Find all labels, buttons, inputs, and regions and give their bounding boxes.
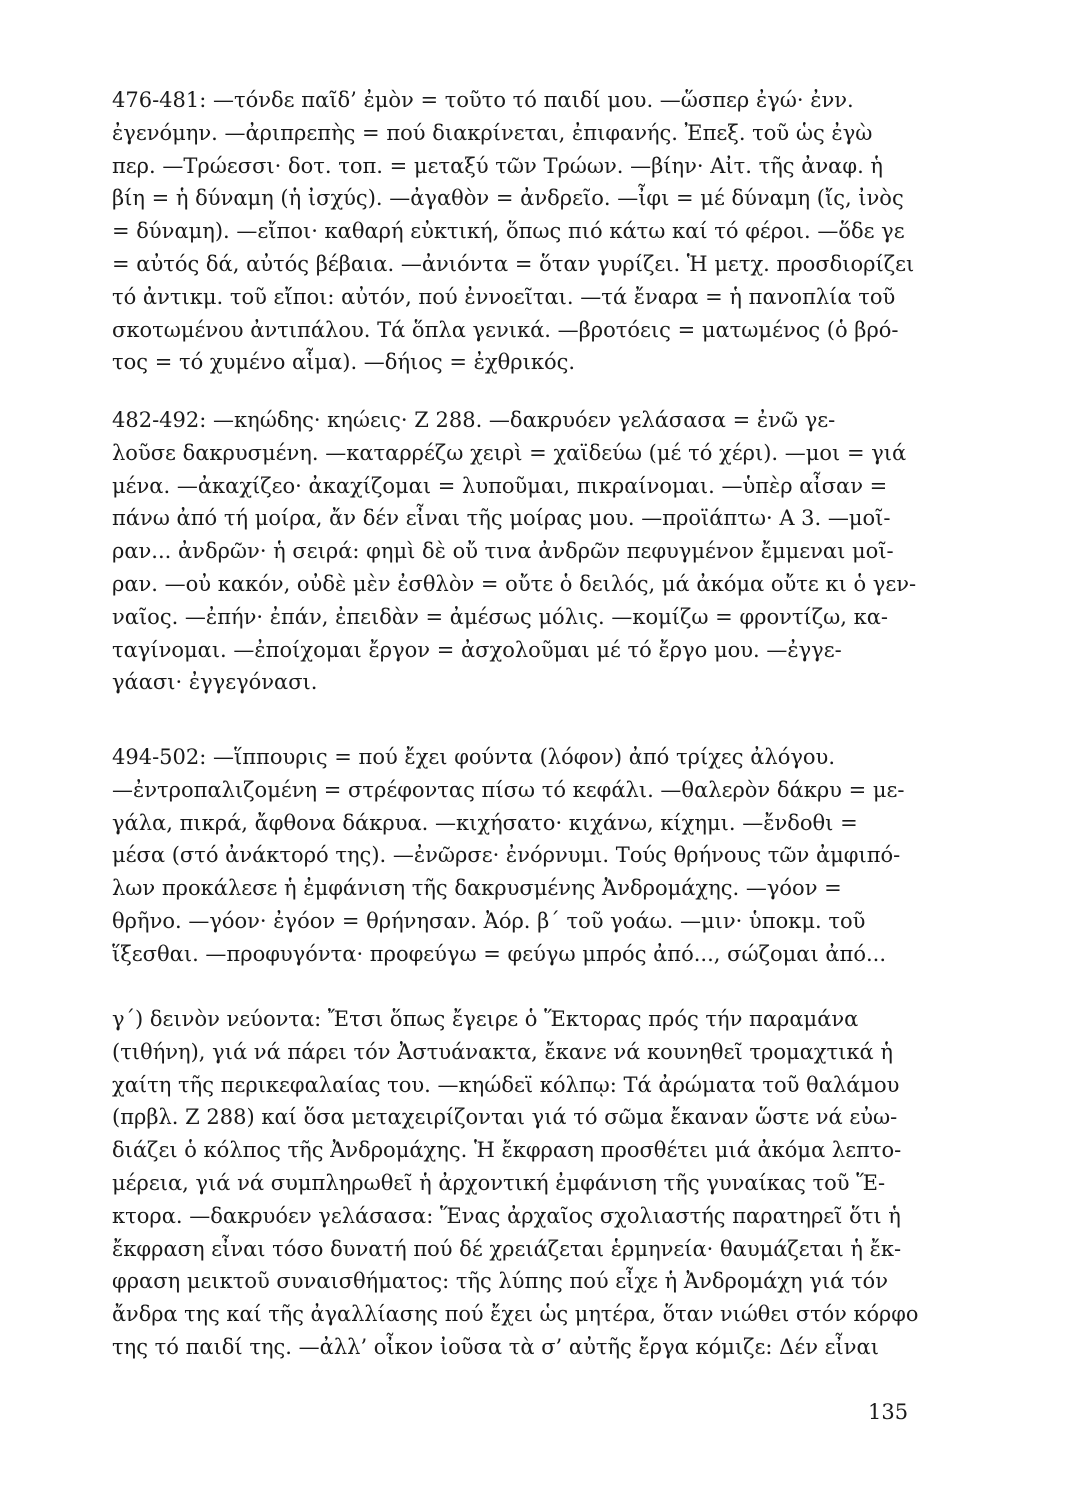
text-line: μέσα (στό ἀνάκτορό της). —ἐνῶρσε· ἐνόρνυμι. Τούς θρήνους τῶν ἀμφιπό- — [112, 843, 901, 868]
text-line: ραν. —οὐ κακόν, οὐδὲ μὲν ἐσθλὸν = οὔτε ὁ δειλός, μά ἀκόμα οὔτε κι ὁ γεν- — [112, 571, 917, 596]
text-line: (πρβλ. Ζ 288) καί ὅσα μεταχειρίζονται γιά τό σῶμα ἔκαναν ὥστε νά εὐω- — [112, 1105, 898, 1130]
text-line: χαίτη τῆς περικεφαλαίας του. —κηώδεϊ κόλπῳ: Τά ἀρώματα τοῦ θαλάμου — [112, 1072, 900, 1097]
text-line: ἵξεσθαι. —προφυγόντα· προφεύγω = φεύγω μπρός ἀπό..., σώζομαι ἀπό... — [112, 941, 887, 966]
text-line: μέρεια, γιά νά συμπληρωθεῖ ἡ ἀρχοντική ἐμφάνιση τῆς γυναίκας τοῦ Ἕ- — [112, 1170, 886, 1195]
text-line: ταγίνομαι. —ἐποίχομαι ἔργον = ἀσχολοῦμαι μέ τό ἔργο μου. —ἐγγε- — [112, 637, 842, 662]
text-line: (τιθήνη), γιά νά πάρει τόν Ἀστυάνακτα, ἔκανε νά κουνηθεῖ τρομαχτικά ἡ — [112, 1039, 893, 1064]
text-line: = δύναμη). —εἴποι· καθαρή εὐκτική, ὅπως πιό κάτω καί τό φέροι. —ὅδε γε — [112, 219, 905, 244]
paragraph-494-502 — [112, 741, 918, 971]
text-line: βίη = ἡ δύναμη (ἡ ἰσχύς). —ἀγαθὸν = ἀνδρεῖο. —ἶφι = μέ δύναμη (ἴς, ἰνὸς — [112, 186, 904, 211]
text-line: ἔκφραση εἶναι τόσο δυνατή πού δέ χρειάζεται ἑρμηνεία· θαυμάζεται ἡ ἔκ- — [112, 1236, 902, 1261]
text-line: ἄνδρα της καί τῆς ἀγαλλίασης πού ἔχει ὡς μητέρα, ὅταν νιώθει στόν κόρφο — [112, 1302, 919, 1327]
paragraph-482-492 — [112, 404, 918, 699]
text-line: —ἐντροπαλιζομένη = στρέφοντας πίσω τό κεφάλι. —θαλερὸν δάκρυ = με- — [112, 777, 905, 802]
paragraph-gamma-commentary — [112, 1003, 918, 1364]
text-line: λων προκάλεσε ἡ ἐμφάνιση τῆς δακρυσμένης Ἀνδρομάχης. —γόον = — [112, 876, 842, 901]
text-line: γάασι· ἐγγεγόνασι. — [112, 670, 318, 695]
text-line: σκοτωμένου ἀντιπάλου. Τά ὅπλα γενικά. —βροτόεις = ματωμένος (ὁ βρό- — [112, 317, 899, 342]
text-line: πάνω ἀπό τή μοίρα, ἄν δέν εἶναι τῆς μοίρας μου. —προϊάπτω· Α 3. —μοῖ- — [112, 506, 891, 531]
text-line: τό ἀντικμ. τοῦ εἴποι: αὐτόν, πού ἐννοεῖται. —τά ἔναρα = ἡ πανοπλία τοῦ — [112, 284, 896, 309]
text-line: διάζει ὁ κόλπος τῆς Ἀνδρομάχης. Ἡ ἔκφραση προσθέτει μιά ἀκόμα λεπτο- — [112, 1138, 902, 1163]
text-line: = αὐτός δά, αὐτός βέβαια. —ἀνιόντα = ὅταν γυρίζει. Ἡ μετχ. προσδιορίζει — [112, 251, 915, 276]
page-number: 135 — [868, 1400, 909, 1424]
text-line: τος = τό χυμένο αἷμα). —δήιος = ἐχθρικός. — [112, 350, 576, 375]
text-line: μένα. —ἀκαχίζεο· ἀκαχίζομαι = λυποῦμαι, πικραίνομαι. —ὑπὲρ αἶσαν = — [112, 473, 888, 498]
text-line: λοῦσε δακρυσμένη. —καταρρέζω χειρὶ = χαϊδεύω (μέ τό χέρι). —μοι = γιά — [112, 440, 907, 465]
text-line: θρῆνο. —γόον· ἐγόον = θρήνησαν. Ἀόρ. β΄ τοῦ γοάω. —μιν· ὑποκμ. τοῦ — [112, 908, 866, 933]
text-line: 494-502: —ἵππουρις = πού ἔχει φούντα (λόφον) ἀπό τρίχες ἀλόγου. — [112, 745, 836, 769]
text-line: της τό παιδί της. —ἀλλ’ οἶκον ἰοῦσα τὰ σ’ αὐτῆς ἔργα κόμιζε: Δέν εἶναι — [112, 1334, 879, 1359]
text-line: 476-481: —τόνδε παῖδ’ ἐμὸν = τοῦτο τό παιδί μου. —ὥσπερ ἐγώ· ἐνν. — [112, 88, 854, 112]
text-line: ἐγενόμην. —ἀριπρεπὴς = πού διακρίνεται, ἐπιφανής. Ἐπεξ. τοῦ ὡς ἐγὼ — [112, 120, 873, 145]
text-line: ραν... ἀνδρῶν· ἡ σειρά: φημὶ δὲ οὔ τινα ἀνδρῶν πεφυγμένον ἔμμεναι μοῖ- — [112, 539, 894, 564]
text-line: 482-492: —κηώδης· κηώεις· Ζ 288. —δακρυόεν γελάσασα = ἐνῶ γε- — [112, 408, 836, 432]
paragraph-476-481 — [112, 84, 918, 379]
text-line: φραση μεικτοῦ συναισθήματος: τῆς λύπης πού εἶχε ἡ Ἀνδρομάχη γιά τόν — [112, 1269, 888, 1294]
text-line: ναῖος. —ἐπήν· ἐπάν, ἐπειδὰν = ἀμέσως μόλις. —κομίζω = φροντίζω, κα- — [112, 604, 889, 629]
text-line: κτορα. —δακρυόεν γελάσασα: Ἕνας ἀρχαῖος σχολιαστής παρατηρεῖ ὅτι ἡ — [112, 1203, 901, 1228]
text-line: περ. —Τρώεσσι· δοτ. τοπ. = μεταξύ τῶν Τρώων. —βίην· Αἰτ. τῆς ἀναφ. ἡ — [112, 153, 884, 178]
text-line: γ΄) δεινὸν νεύοντα: Ἔτσι ὅπως ἔγειρε ὁ Ἕκτορας πρός τήν παραμάνα — [112, 1007, 859, 1031]
text-line: γάλα, πικρά, ἄφθονα δάκρυα. —κιχήσατο· κιχάνω, κίχημι. —ἔνδοθι = — [112, 810, 858, 835]
